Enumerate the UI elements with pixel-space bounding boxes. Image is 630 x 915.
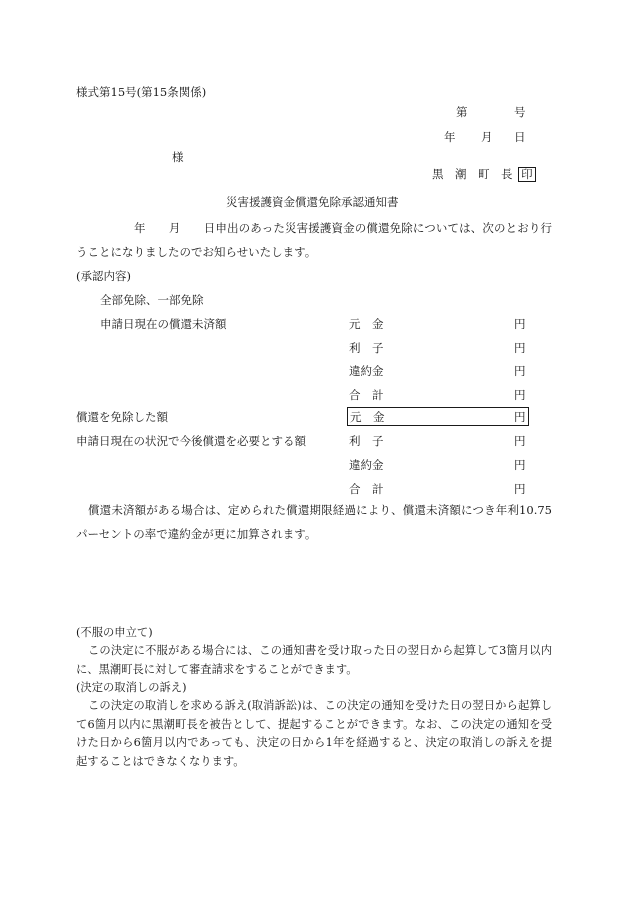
form-id: 様式第15号(第15条関係) bbox=[76, 85, 207, 99]
outstanding-principal: 元 金 bbox=[349, 317, 384, 331]
number-suffix: 号 bbox=[514, 105, 526, 119]
body-intro: 年 月 日申出のあった災害援護資金の償還免除については、次のとおり行うことになりましたのでお知らせいたします。 bbox=[76, 221, 552, 259]
yen-unit: 円 bbox=[514, 317, 526, 331]
yen-unit: 円 bbox=[514, 482, 526, 496]
objection-heading: (不服の申立て) bbox=[76, 626, 153, 639]
lawsuit-heading: (決定の取消しの訴え) bbox=[76, 681, 187, 694]
approval-heading: (承認内容) bbox=[76, 269, 131, 283]
date-month: 月 bbox=[481, 130, 493, 144]
yen-unit: 円 bbox=[514, 341, 526, 355]
lawsuit-text: この決定の取消しを求める訴え(取消訴訟)は、この決定の通知を受けた日の翌日から起算して6箇月以内に黒潮町長を被告として、提起することができます。なお、この決定の通知を受けた日から6箇月以内であっても、決定の日から1年を経過すると、決定の取消しの訴えを提起することはできなくなります。 bbox=[76, 699, 552, 768]
number-prefix: 第 bbox=[456, 105, 468, 119]
document-title: 災害援護資金償還免除承認通知書 bbox=[226, 195, 399, 209]
exempted-principal: 元 金 bbox=[350, 410, 385, 424]
sender-title: 黒 潮 町 長 bbox=[432, 167, 513, 181]
date-day: 日 bbox=[514, 130, 526, 144]
addressee-honorific: 様 bbox=[172, 150, 184, 164]
yen-unit: 円 bbox=[514, 434, 526, 448]
yen-unit: 円 bbox=[514, 410, 526, 424]
yen-unit: 円 bbox=[514, 364, 526, 378]
outstanding-interest: 利 子 bbox=[349, 341, 384, 355]
yen-unit: 円 bbox=[514, 388, 526, 402]
future-label: 申請日現在の状況で今後償還を必要とする額 bbox=[76, 434, 306, 448]
penalty-note: 償還未済額がある場合は、定められた償還期限経過により、償還未済額につき年利10.75パーセントの率で違約金が更に加算されます。 bbox=[76, 503, 552, 541]
future-penalty: 違約金 bbox=[349, 458, 384, 472]
future-total: 合 計 bbox=[349, 482, 384, 496]
seal-mark: 印 bbox=[518, 167, 536, 182]
objection-text: この決定に不服がある場合には、この通知書を受け取った日の翌日から起算して3箇月以内に、黒潮町長に対して審査請求をすることができます。 bbox=[76, 644, 552, 676]
exemption-type: 全部免除、一部免除 bbox=[100, 293, 204, 307]
outstanding-penalty: 違約金 bbox=[349, 364, 384, 378]
outstanding-label: 申請日現在の償還未済額 bbox=[100, 317, 227, 331]
yen-unit: 円 bbox=[514, 458, 526, 472]
date-year: 年 bbox=[444, 130, 456, 144]
exempted-label: 償還を免除した額 bbox=[76, 410, 168, 424]
sender-line bbox=[432, 166, 536, 182]
future-interest: 利 子 bbox=[349, 434, 384, 448]
outstanding-total: 合 計 bbox=[349, 388, 384, 402]
